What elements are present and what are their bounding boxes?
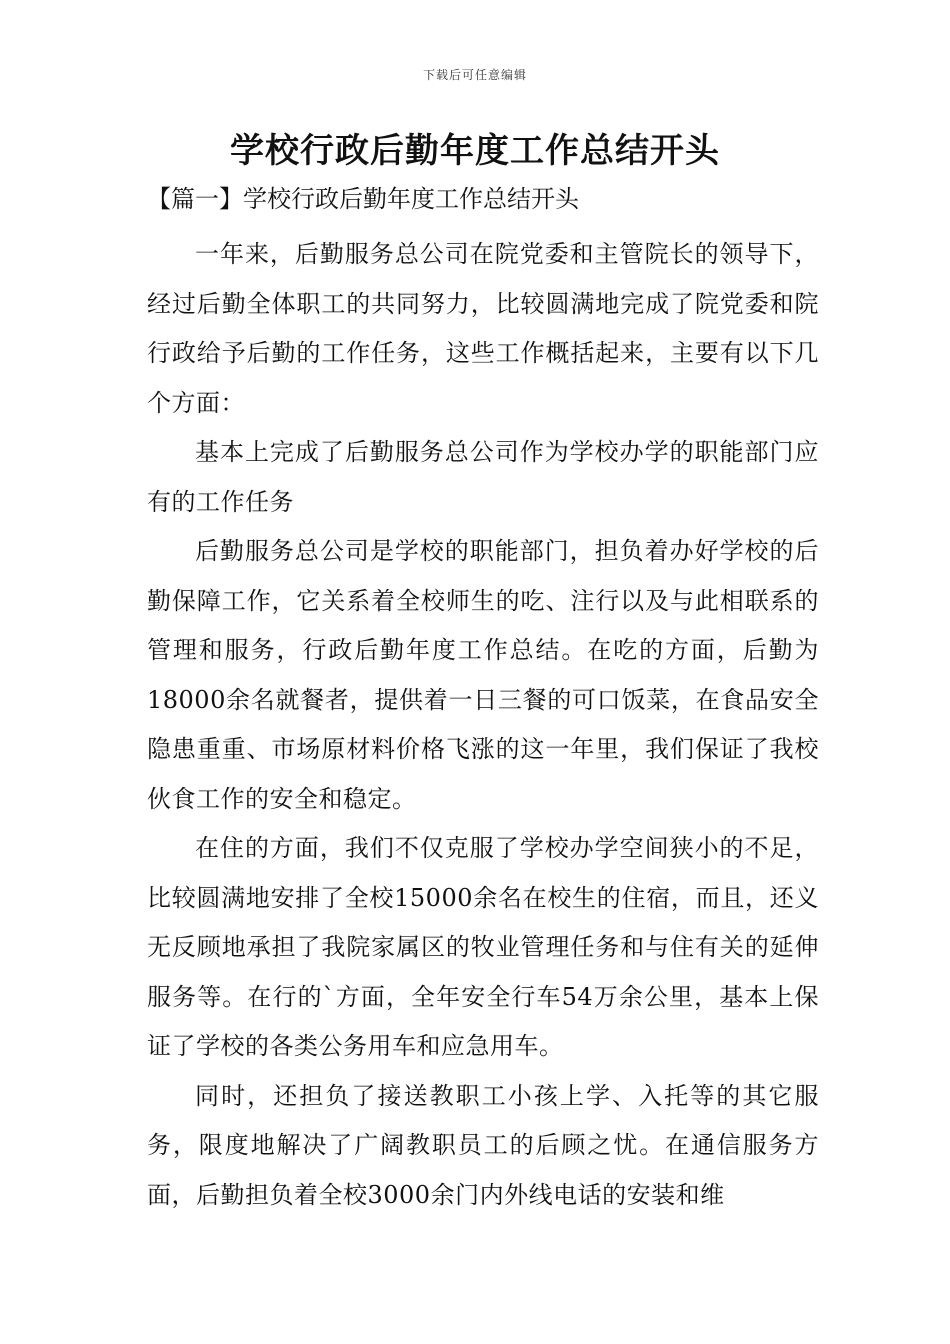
- document-body: [147, 230, 819, 1220]
- document-title: 学校行政后勤年度工作总结开头: [230, 131, 720, 171]
- paragraph: 后勤服务总公司是学校的职能部门，担负着办好学校的后勤保障工作，它关系着全校师生的吃、注行以及与此相联系的管理和服务，行政后勤年度工作总结。在吃的方面，后勤为18000余名就餐者，提供着一日三餐的可口饭菜，在食品安全隐患重重、市场原材料价格飞涨的这一年里，我们保证了我校伙食工作的安全和稳定。: [147, 537, 819, 813]
- section-heading: 【篇一】学校行政后勤年度工作总结开头: [147, 185, 579, 213]
- header-note: 下载后可任意编辑: [422, 68, 527, 82]
- paragraph: 一年来，后勤服务总公司在院党委和主管院长的领导下，经过后勤全体职工的共同努力，比较圆满地完成了院党委和院行政给予后勤的工作任务，这些工作概括起来，主要有以下几个方面：: [147, 240, 819, 417]
- paragraph: 在住的方面，我们不仅克服了学校办学空间狭小的不足，比较圆满地安排了全校15000余名在校生的住宿，而且，还义无反顾地承担了我院家属区的牧业管理任务和与住有关的延伸服务等。在行的`方面，全年安全行车54万余公里，基本上保证了学校的各类公务用车和应急用车。: [147, 834, 819, 1060]
- paragraph: 基本上完成了后勤服务总公司作为学校办学的职能部门应有的工作任务: [147, 438, 819, 516]
- paragraph: 同时，还担负了接送教职工小孩上学、入托等的其它服务，限度地解决了广阔教职员工的后顾之忧。在通信服务方面，后勤担负着全校3000余门内外线电话的安装和维: [147, 1081, 819, 1209]
